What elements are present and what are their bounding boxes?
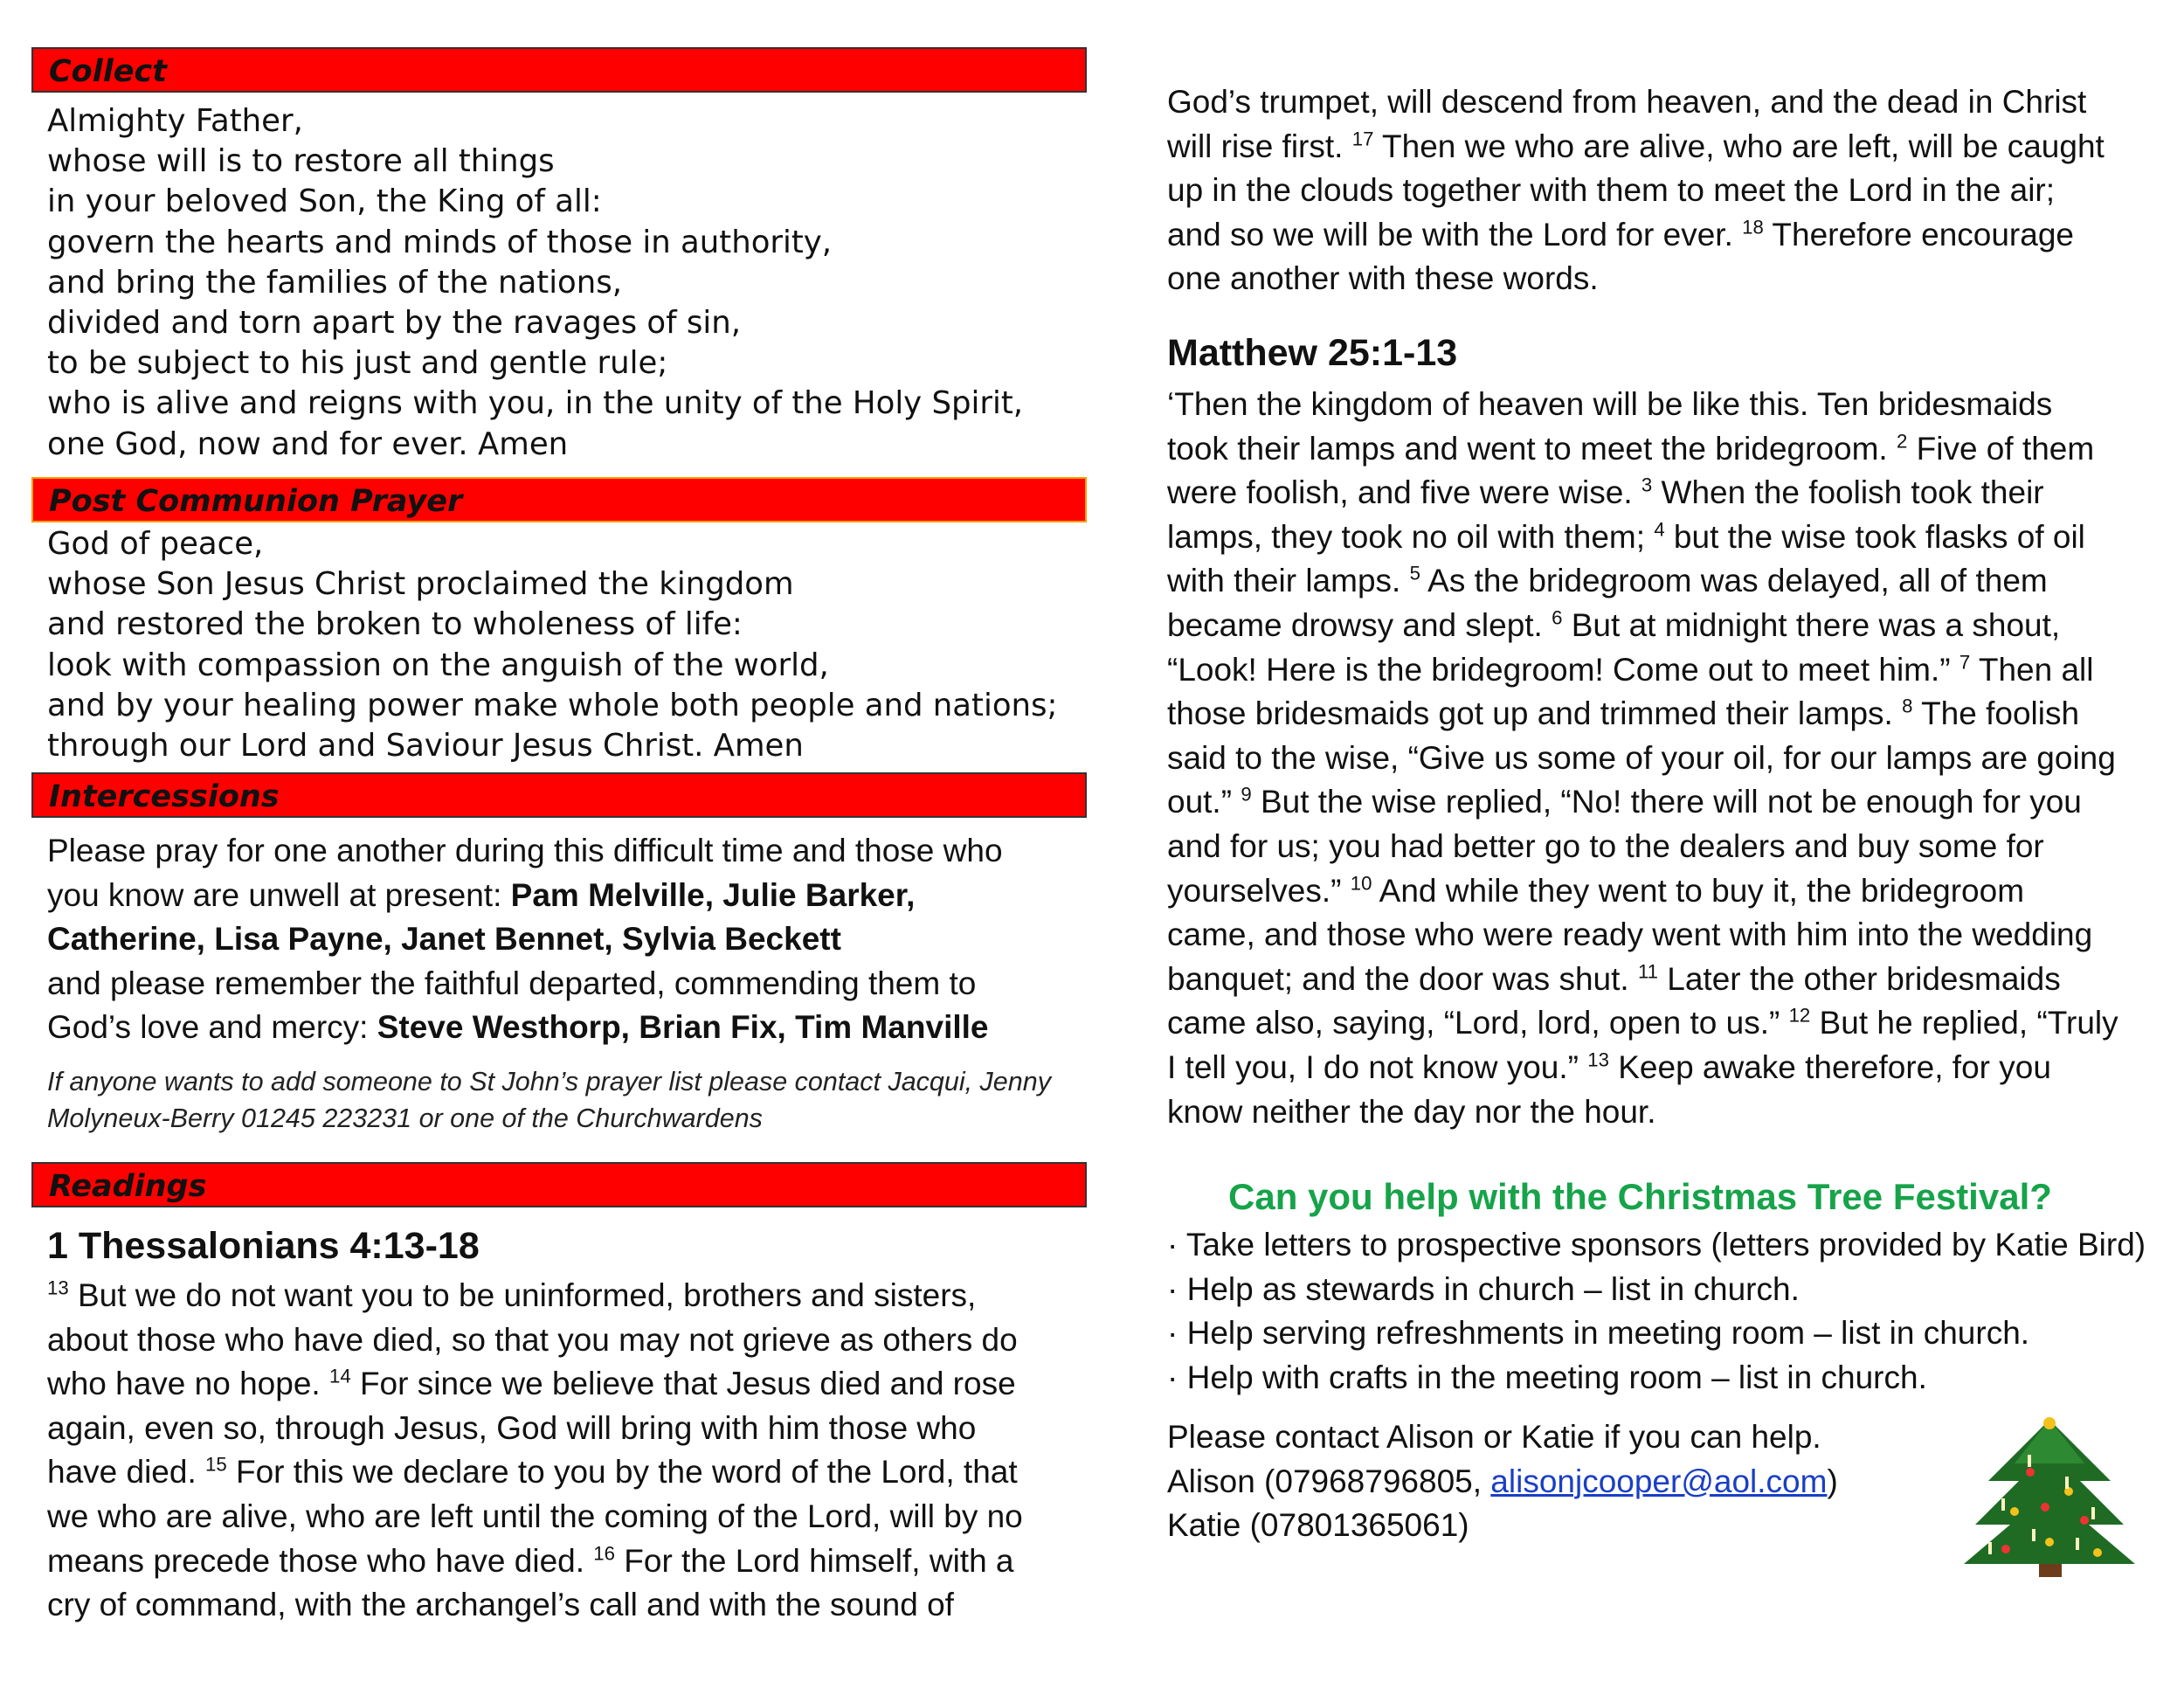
festival-item: · Help as stewards in church – list in church.	[1167, 1270, 1800, 1307]
collect-line: divided and torn apart by the ravages of sin,	[47, 305, 742, 342]
verse-text: When the foolish took their	[1652, 474, 2044, 511]
festival-item: · Help serving refreshments in meeting room – list in church.	[1167, 1315, 2030, 1352]
verse-number: 13	[47, 1276, 69, 1299]
verse-text: lamps, they took no oil with them;	[1167, 518, 1655, 555]
scripture-line	[1167, 471, 2118, 515]
intercessions-header: Intercessions	[31, 772, 1087, 818]
verse-text: took their lamps and went to meet the bridegroom.	[1167, 430, 1897, 467]
post-communion-line: whose Son Jesus Christ proclaimed the kingdom	[47, 566, 794, 603]
verse-number: 5	[1409, 563, 1420, 585]
verse-text: means precede those who have died.	[47, 1542, 594, 1579]
verse-text: Then all	[1970, 651, 2094, 688]
reading2-heading: Matthew 25:1-13	[1167, 332, 1458, 374]
post-communion-line: look with compassion on the anguish of the world,	[47, 647, 829, 683]
verse-text: were foolish, and five were wise.	[1167, 474, 1641, 511]
intercessions-text	[47, 829, 1003, 1050]
verse-text: For since we believe that Jesus died and rose	[350, 1366, 1016, 1402]
verse-text: But the wise replied, “No! there will not be enough for you	[1251, 784, 2082, 820]
post-communion-header: Post Communion Prayer	[31, 477, 1087, 522]
scripture-line	[1167, 1090, 2118, 1135]
verse-text: came also, saying, “Lord, lord, open to us.”	[1167, 1005, 1789, 1041]
verse-number: 14	[328, 1365, 351, 1387]
reading1-heading: 1 Thessalonians 4:13-18	[47, 1225, 480, 1267]
verse-text: “Look! Here is the bridegroom! Come out to meet him.”	[1167, 651, 1959, 688]
unwell-names: Catherine, Lisa Payne, Janet Bennet, Sylvia Beckett	[47, 921, 841, 958]
collect-header: Collect	[31, 47, 1087, 93]
verse-text: Therefore encourage	[1763, 216, 2074, 253]
verse-number: 9	[1241, 784, 1252, 806]
verse-text: have died.	[47, 1454, 206, 1491]
verse-text: but the wise took flasks of oil	[1664, 518, 2085, 555]
verse-text: For the Lord himself, with a	[614, 1542, 1014, 1579]
verse-text: ‘Then the kingdom of heaven will be like this. Ten bridesmaids	[1167, 386, 2053, 422]
verse-number: 13	[1587, 1048, 1609, 1071]
collect-line: to be subject to his just and gentle rule;	[47, 345, 668, 382]
verse-number: 10	[1350, 872, 1372, 895]
verse-text: those bridesmaids got up and trimmed their lamps.	[1167, 695, 1903, 732]
intercessions-line	[47, 1006, 1003, 1050]
festival-item: · Help with crafts in the meeting room – list in church.	[1167, 1359, 1927, 1395]
scripture-line	[47, 1583, 1023, 1628]
collect-line: one God, now and for ever. Amen	[47, 425, 569, 462]
scripture-line	[1167, 604, 2118, 648]
scripture-line	[47, 1318, 1023, 1363]
scripture-line	[1167, 869, 2118, 914]
verse-text: Five of them	[1907, 430, 2095, 467]
intercessions-line: and please remember the faithful departed, commending them to	[47, 965, 977, 1001]
festival-contact	[1167, 1415, 1838, 1548]
scripture-line	[47, 1450, 1023, 1495]
collect-line: whose will is to restore all things	[47, 143, 555, 180]
verse-text: out.”	[1167, 784, 1241, 820]
verse-text: and so we will be with the Lord for ever.	[1167, 216, 1743, 253]
verse-number: 8	[1902, 695, 1913, 717]
scripture-line	[1167, 515, 2118, 560]
scripture-line	[47, 1407, 1023, 1451]
verse-text: came, and those who were ready went with him into the wedding	[1167, 917, 2093, 953]
verse-text: we who are alive, who are left until the coming of the Lord, will by no	[47, 1498, 1023, 1534]
reading1-text	[47, 1274, 1023, 1628]
verse-text: For this we declare to you by the word of the Lord, that	[226, 1454, 1018, 1491]
scripture-line	[1167, 257, 2105, 301]
christmas-tree-icon	[1953, 1411, 2146, 1586]
verse-text: As the bridegroom was delayed, all of them	[1420, 563, 2048, 599]
post-communion-line: and by your healing power make whole both people and nations;	[47, 687, 1058, 723]
note-line: Molyneux-Berry 01245 223231 or one of the Churchwardens	[47, 1103, 763, 1133]
collect-line: who is alive and reigns with you, in the unity of the Holy Spirit,	[47, 385, 1024, 422]
verse-number: 3	[1641, 474, 1653, 496]
verse-text: know neither the day nor the hour.	[1167, 1093, 1656, 1130]
verse-number: 6	[1552, 606, 1563, 629]
scripture-line	[1167, 559, 2118, 604]
scripture-line	[1167, 913, 2118, 958]
scripture-line	[1167, 169, 2105, 213]
verse-text: banquet; and the door was shut.	[1167, 960, 1638, 997]
verse-number: 15	[205, 1454, 227, 1477]
festival-items	[1167, 1223, 2146, 1400]
verse-number: 18	[1742, 216, 1764, 239]
festival-item: · Take letters to prospective sponsors (letters provided by Katie Bird)	[1167, 1227, 2146, 1263]
collect-line: in your beloved Son, the King of all:	[47, 183, 602, 220]
reading1-continued	[1167, 80, 2105, 301]
verse-text: became drowsy and slept.	[1167, 606, 1552, 643]
readings-header: Readings	[31, 1162, 1087, 1207]
verse-text: will rise first.	[1167, 128, 1352, 164]
scripture-line	[1167, 1001, 2118, 1046]
verse-number: 16	[593, 1542, 615, 1565]
scripture-line	[1167, 213, 2105, 258]
scripture-line	[47, 1539, 1023, 1584]
collect-line: govern the hearts and minds of those in authority,	[47, 224, 833, 260]
verse-text: But at midnight there was a shout,	[1562, 606, 2061, 643]
verse-text: one another with these words.	[1167, 260, 1599, 297]
scripture-line	[1167, 825, 2118, 869]
scripture-line	[1167, 125, 2105, 169]
note-line: If anyone wants to add someone to St John’s prayer list please contact Jacqui, Jenny	[47, 1067, 1051, 1097]
departed-intro: God’s love and mercy:	[47, 1009, 377, 1046]
contact-line: Please contact Alison or Katie if you can help.	[1167, 1419, 1821, 1455]
verse-text: said to the wise, “Give us some of your oil, for our lamps are going	[1167, 739, 2116, 776]
verse-text: yourselves.”	[1167, 872, 1351, 909]
verse-text: But he replied, “Truly	[1810, 1005, 2118, 1041]
post-communion-line: and restored the broken to wholeness of life:	[47, 606, 743, 643]
alison-prefix: Alison (07968796805,	[1167, 1463, 1491, 1499]
intercessions-line	[47, 874, 1003, 918]
katie-contact: Katie (07801365061)	[1167, 1507, 1469, 1544]
post-communion-text	[47, 524, 1087, 766]
verse-text: I tell you, I do not know you.”	[1167, 1048, 1588, 1085]
verse-text: Later the other bridesmaids	[1658, 960, 2061, 997]
verse-number: 2	[1897, 430, 1908, 453]
verse-text: again, even so, through Jesus, God will bring with him those who	[47, 1409, 977, 1446]
post-communion-line: God of peace,	[47, 526, 264, 562]
verse-text: Keep awake therefore, for you	[1608, 1048, 2051, 1085]
scripture-line	[47, 1495, 1023, 1539]
intercessions-intro: you know are unwell at present:	[47, 876, 511, 913]
verse-text: who have no hope.	[47, 1366, 329, 1402]
post-communion-line: through our Lord and Saviour Jesus Christ. Amen	[47, 728, 804, 764]
collect-line: Almighty Father,	[47, 103, 303, 139]
verse-text: Then we who are alive, who are left, will be caught	[1373, 128, 2105, 164]
prayer-list-note	[47, 1063, 1087, 1137]
scripture-line	[1167, 737, 2118, 781]
verse-text: The foolish	[1912, 695, 2080, 732]
verse-text: with their lamps.	[1167, 563, 1410, 599]
unwell-names: Pam Melville, Julie Barker,	[510, 876, 916, 913]
scripture-line	[47, 1274, 1023, 1318]
verse-number: 11	[1637, 960, 1658, 983]
collect-line: and bring the families of the nations,	[47, 264, 623, 301]
verse-number: 12	[1788, 1004, 1811, 1027]
scripture-line	[47, 1362, 1023, 1407]
scripture-line	[1167, 648, 2118, 693]
verse-text: But we do not want you to be uninformed, brothers and sisters,	[68, 1277, 977, 1313]
verse-number: 17	[1351, 128, 1374, 150]
verse-text: up in the clouds together with them to meet the Lord in the air;	[1167, 172, 2056, 209]
festival-title: Can you help with the Christmas Tree Festival?	[1228, 1176, 2052, 1217]
scripture-line	[1167, 80, 2105, 125]
scripture-line	[1167, 1046, 2118, 1090]
verse-text: And while they went to buy it, the bridegroom	[1372, 872, 2025, 909]
scripture-line	[1167, 427, 2118, 472]
scripture-line	[1167, 692, 2118, 737]
collect-text	[47, 101, 1087, 465]
scripture-line	[1167, 780, 2118, 825]
alison-suffix: )	[1827, 1463, 1838, 1499]
alison-contact	[1167, 1460, 1838, 1505]
verse-text: God’s trumpet, will descend from heaven, and the dead in Christ	[1167, 84, 2087, 120]
intercessions-line: Please pray for one another during this difficult time and those who	[47, 833, 1003, 868]
verse-number: 4	[1654, 518, 1665, 541]
verse-text: about those who have died, so that you may not grieve as others do	[47, 1321, 1018, 1358]
scripture-line	[1167, 958, 2118, 1002]
verse-text: cry of command, with the archangel’s call and with the sound of	[47, 1587, 954, 1623]
reading2-text	[1167, 383, 2118, 1134]
verse-text: and for us; you had better go to the dealers and buy some for	[1167, 827, 2044, 864]
alison-email-link[interactable]: alisonjcooper@aol.com	[1490, 1463, 1828, 1499]
scripture-line	[1167, 383, 2118, 427]
departed-names: Steve Westhorp, Brian Fix, Tim Manville	[377, 1009, 989, 1046]
verse-number: 7	[1959, 651, 1971, 674]
